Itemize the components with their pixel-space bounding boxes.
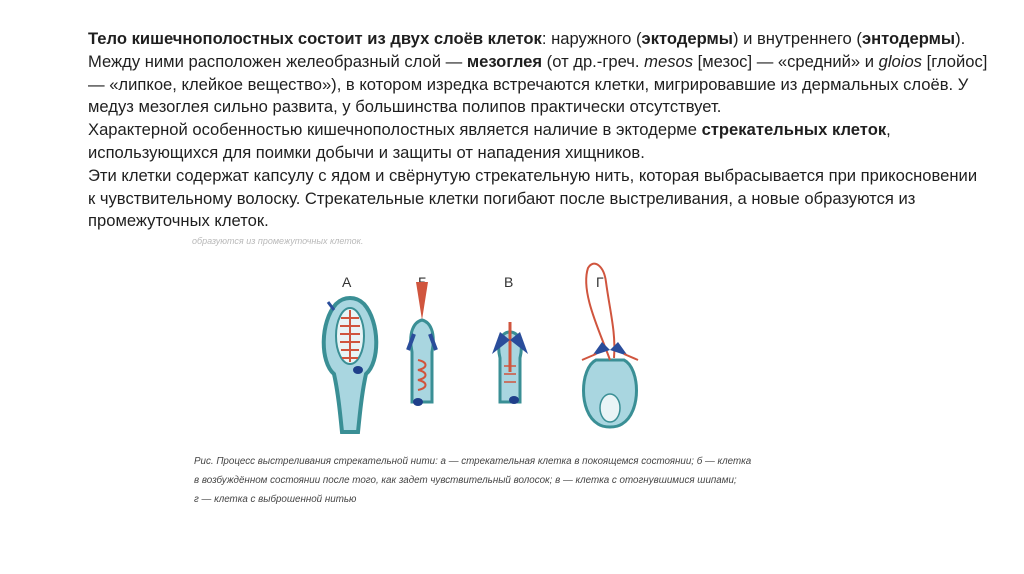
text-run: : наружного ( <box>541 29 642 48</box>
bold-term-ectoderm: эктодермы <box>641 29 733 48</box>
cell-a-resting <box>324 298 377 432</box>
nematocyst-figure <box>300 262 660 442</box>
caption-line-2: в возбуждённом состоянии после того, как задет чувствительный волосок; в — клетка с отогнувшимися шипами; <box>194 475 737 486</box>
figure-caption <box>194 452 794 509</box>
cell-b-excited <box>408 282 436 406</box>
text-run: ). Между ними расположен желеобразный слой — <box>88 29 966 71</box>
text-run: , использующихся для поимки добычи и защиты от нападения хищников. <box>88 120 891 162</box>
paragraph-3: Эти клетки содержат капсулу с ядом и свёрнутую стрекательную нить, которая выбрасывается при прикосновении к чувствительному волоску. Стрекательные клетки погибают после выстреливания, а новые образуются из промежуточных клеток. <box>88 165 978 231</box>
cells-illustration <box>300 262 660 442</box>
ghost-text: образуются из промежуточных клеток. <box>192 236 364 246</box>
figure-label-v: В <box>504 274 514 290</box>
italic-term-gloios: glоios <box>878 51 922 71</box>
text-run: [мезос] — «средний» и <box>693 51 879 71</box>
italic-term-mesos: mesos <box>644 51 694 71</box>
cell-v-spines-bent <box>492 322 528 404</box>
text-run: [глойос] — «липкое, клейкое вещество»), в котором изредка встречаются клетки, мигрировавшие из дермальных слоёв. У медуз мезоглея сильно развита, у большинства полипов практически отсутствует. <box>88 51 988 117</box>
bold-term-mesoglea: мезоглея <box>466 51 543 71</box>
caption-line-1: Рис. Процесс выстреливания стрекательной нити: а — стрекательная клетка в покоящемся состоянии; б — клетка <box>194 456 752 467</box>
caption-line-3: г — клетка с выброшенной нитью <box>194 494 357 505</box>
bold-term-endoderm: энтодермы <box>861 29 956 48</box>
text-run: Характерной особенностью кишечнополостных является наличие в эктодерме <box>88 120 702 140</box>
cell-g-thread-fired <box>582 264 638 427</box>
bold-term: Тело кишечнополостных состоит из двух слоёв клеток <box>88 29 542 48</box>
paragraph-2 <box>88 119 988 165</box>
paragraph-1 <box>88 28 988 119</box>
figure-label-a: А <box>342 274 352 290</box>
text-run: (от др.-греч. <box>542 51 645 71</box>
main-text <box>88 28 988 233</box>
bold-term-stinging-cells: стрекательных клеток <box>701 120 887 140</box>
figure-label-g: Г <box>596 274 604 290</box>
text-run: ) и внутреннего ( <box>732 29 862 48</box>
